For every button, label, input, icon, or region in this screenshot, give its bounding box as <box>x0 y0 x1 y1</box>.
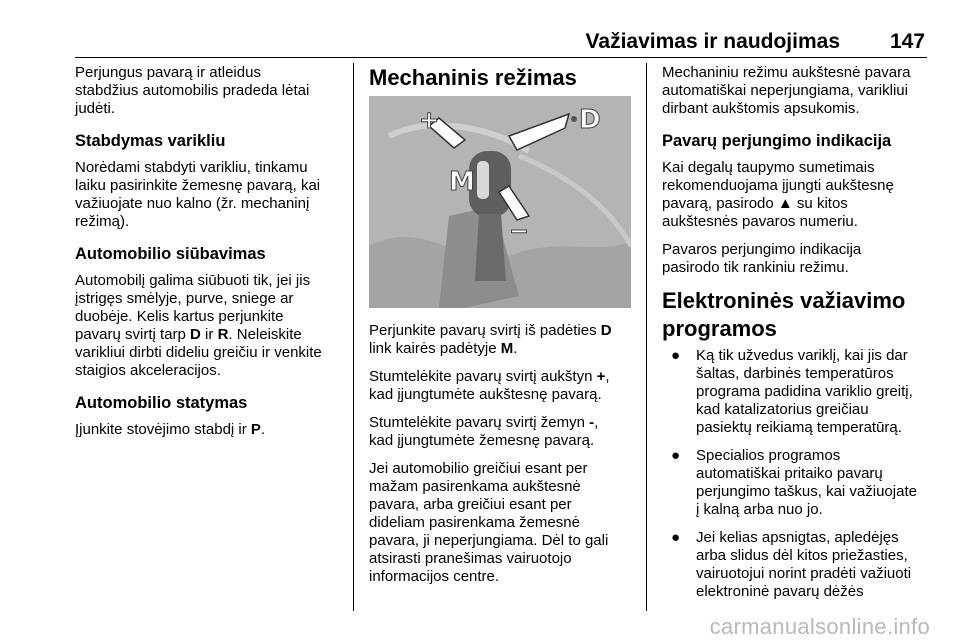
electronic-programs-list <box>662 347 934 601</box>
engine-braking-text: Norėdami stabdyti varikliu, tinkamu laiku pasirinkite žemesnę pavarą, kai važiuojate nuo kalno (žr. mechaninį režimą). <box>75 159 321 230</box>
parking-text: Įjunkite stovėjimo stabdį ir P. <box>75 421 266 438</box>
manual-mode-p2: Stumtelėkite pavarų svirtį aukštyn +, kad įjungtumėte aukštesnę pavarą. <box>369 368 610 403</box>
header-rule <box>75 57 927 58</box>
page-number: 147 <box>889 30 925 53</box>
watermark: carmanualsonline.info <box>709 614 930 639</box>
manual-mode-p1: Perjunkite pavarų svirtį iš padėties D link kairės padėtyje M. <box>369 322 612 357</box>
bullet-icon: ● <box>671 529 681 546</box>
list-item: ● Specialios programos automatiškai pritaiko pavarų perjungimo taškus, kai važiuojate į kalną arba nuo jo. <box>671 447 917 518</box>
column-left <box>75 64 343 449</box>
gear-selector-illustration <box>369 96 631 308</box>
parking-heading: Automobilio statymas <box>75 394 248 412</box>
shift-indication-p2: Pavaros perjungimo indikacija pasirodo tik rankiniu režimu. <box>662 241 862 276</box>
col3-intro: Mechaniniu režimu aukštesnė pavara automatiškai neperjungiama, varikliui dirbant aukštomis apsukomis. <box>662 64 911 117</box>
bullet-icon: ● <box>671 347 681 364</box>
intro-paragraph: Perjungus pavarą ir atleidus stabdžius automobilis pradeda lėtai judėti. <box>75 64 310 117</box>
column-divider-1 <box>353 63 354 611</box>
bullet-icon: ● <box>671 447 681 464</box>
shift-indication-heading: Pavarų perjungimo indikacija <box>662 132 892 150</box>
page-header-title: Važiavimas ir naudojimas <box>585 30 840 53</box>
shift-indication-p1: Kai degalų taupymo sumetimais rekomenduojama įjungti aukštesnę pavarą, pasirodo ▲ su kitos aukštesnės pavaros numeriu. <box>662 159 894 230</box>
rocking-text: Automobilį galima siūbuoti tik, jei jis įstrigęs smėlyje, purve, sniege ar duobėje. Kelis kartus perjunkite pavarų svirtį tarp D ir R. Neleiskite varikliui dirbti dideliu greičiu ir venkite staigios akceleracijos. <box>75 272 322 379</box>
manual-mode-p4: Jei automobilio greičiui esant per mažam pasirenkama aukštesnė pavara, arba greičiui esant per dideliam pasirenkama žemesnė pavara, ji neperjungiama. Dėl to gali atsirasti pranešimas vairuotojo informacijos centre. <box>369 460 609 585</box>
column-right <box>662 64 934 611</box>
figure-m-label: M <box>449 167 475 197</box>
manual-mode-heading: Mechaninis režimas <box>369 65 577 90</box>
column-middle <box>369 64 635 596</box>
rocking-heading: Automobilio siūbavimas <box>75 245 266 263</box>
column-divider-2 <box>646 63 647 611</box>
upshift-arrow-icon: ▲ <box>777 195 793 212</box>
figure-plus-label: + <box>419 106 440 134</box>
engine-braking-heading: Stabdymas varikliu <box>75 132 226 150</box>
manual-mode-p3: Stumtelėkite pavarų svirtį žemyn -, kad įjungtumėte žemesnę pavarą. <box>369 414 599 449</box>
electronic-programs-heading: Elektroninės važiavimo programos <box>662 288 906 341</box>
list-item: ● Jei kelias apsnigtas, apledėjęs arba slidus dėl kitos priežasties, vairuotojui norint pradėti važiuoti elektroninė pavarų dėžės <box>671 529 912 600</box>
figure-minus-label: − <box>509 217 530 245</box>
list-item: ● Ką tik užvedus variklį, kai jis dar šaltas, darbinės temperatūros programa padidina variklio greitį, kad katalizatorius greičiau pasiektų reikiamą temperatūrą. <box>671 347 913 436</box>
figure-d-label: D <box>579 105 601 135</box>
